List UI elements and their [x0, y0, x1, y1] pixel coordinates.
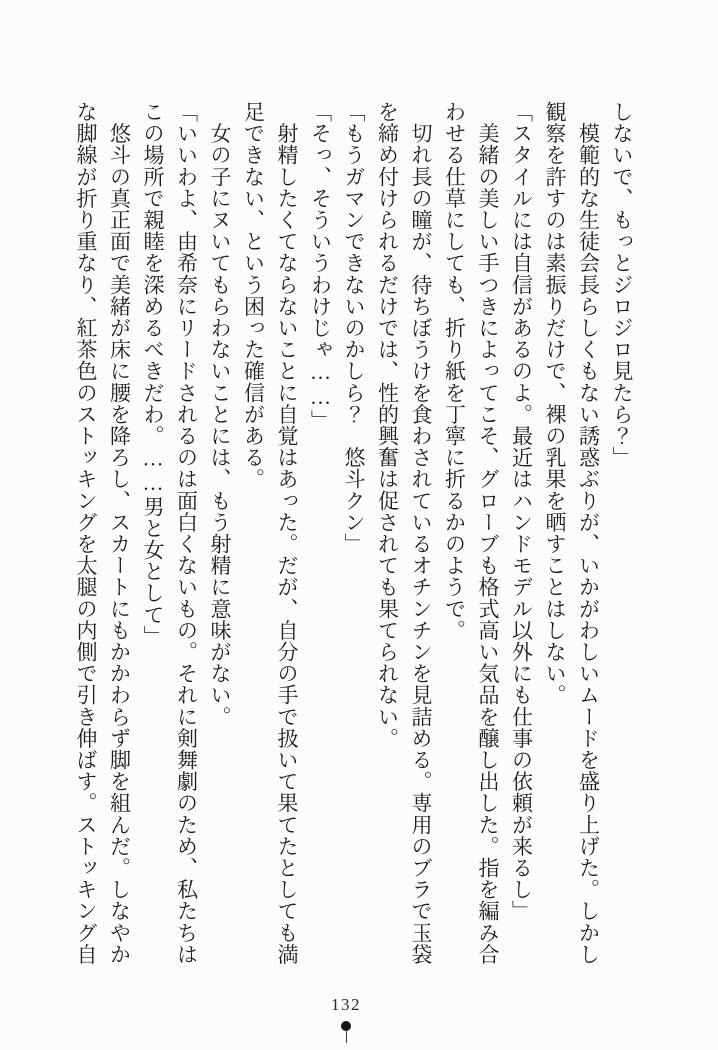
paragraph: 射精したくてならないことに自覚はあった。だが、自分の手で扱いて果てたとしても満足できない、という困った確信がある。	[241, 101, 299, 965]
page-ornament-stem	[346, 1031, 348, 1043]
paragraph: 「いいわよ、由希奈にリードされるのは面白くないもの。それに剣舞劇のため、私たちはこの場所で親睦を深めるべきだわ。……男と女として」	[141, 101, 199, 965]
paragraph: 切れ長の瞳が、待ちぼうけを食わされているオチンチンを見詰める。専用のブラで玉袋を締め付けられるだけでは、性的興奮は促されても果てられない。	[375, 101, 433, 965]
paragraph: 女の子にヌいてもらわないことには、もう射精に意味がない。	[208, 101, 232, 728]
page-number: 132	[331, 995, 361, 1014]
paragraph: 「スタイルには自信があるのよ。最近はハンドモデル以外にも仕事の依頼が来るし」	[509, 101, 534, 922]
paragraph: 模範的な生徒会長らしくもない誘惑ぶりが、いかがわしいムードを盛り上げた。しかし観察を許すのは素振りだけで、裸の乳果を晒すことはしない。	[543, 101, 601, 965]
paragraph: しないで、もっとジロジロ見たら？」	[610, 101, 634, 469]
paragraph: 悠斗の真正面で美緒が床に腰を降ろし、スカートにもかかわらず脚を組んだ。しなやかな脚線が折り重なり、紅茶色のストッキングを太腿の内側で引き伸ばす。ストッキング自	[74, 101, 132, 965]
paragraph: 美緒の美しい手つきによってこそ、グローブも格式高い気品を醸し出した。指を編み合わせる仕草にしても、折り紙を丁寧に折るかのようで。	[442, 101, 500, 965]
page-ornament-dot	[341, 1021, 351, 1031]
paragraph: 「そっ、そういうわけじゃ……」	[308, 101, 333, 431]
paragraph: 「もうガマンできないのかしら？ 悠斗クン」	[342, 101, 366, 555]
page-text	[69, 101, 639, 965]
